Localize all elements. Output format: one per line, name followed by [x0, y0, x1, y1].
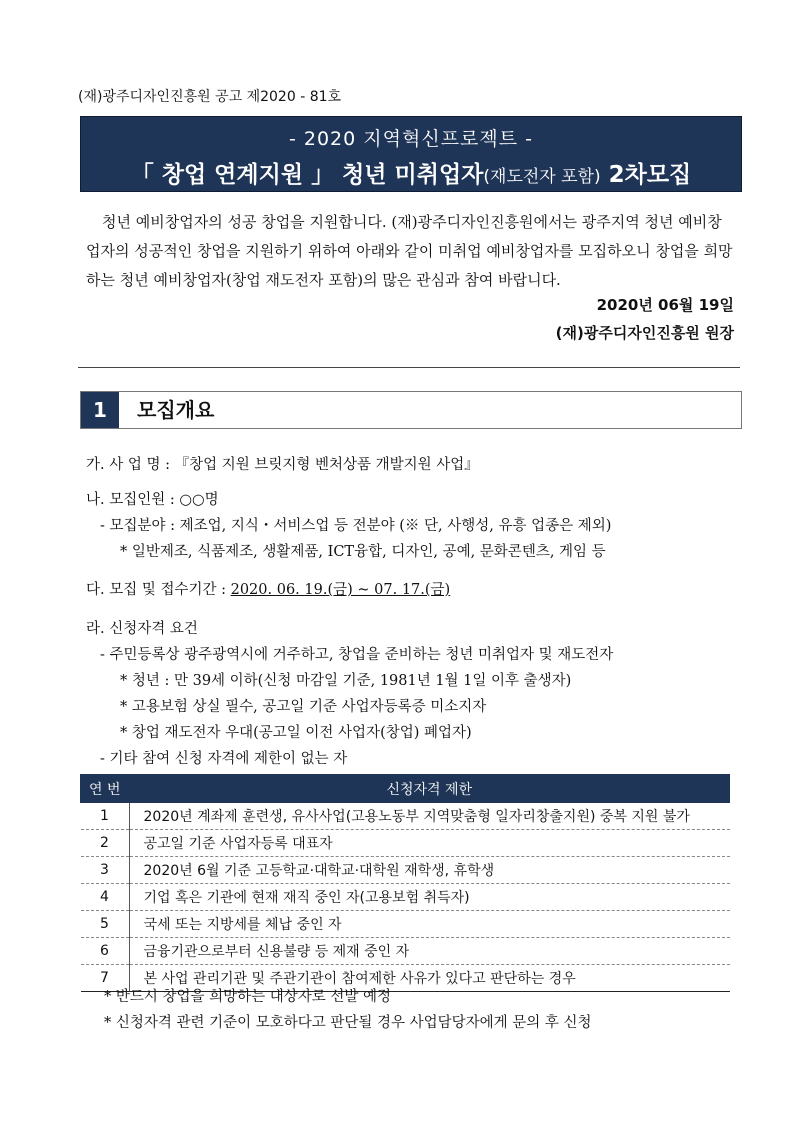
item-eligibility: 라. 신청자격 요건 [86, 621, 198, 637]
table-row [81, 857, 730, 884]
title-main [81, 156, 741, 189]
row-text: 2020년 6월 기준 고등학교·대학교·대학원 재학생, 휴학생 [129, 857, 730, 884]
item-business-name: 가. 사 업 명 : 『창업 지원 브릿지형 벤처상품 개발지원 사업』 [86, 457, 479, 473]
note-inquiry: * 신청자격 관련 기준이 모호하다고 판단될 경우 사업담당자에게 문의 후 신청 [104, 1015, 592, 1031]
row-number: 5 [81, 911, 130, 938]
row-number: 2 [81, 830, 130, 857]
item-period [86, 578, 450, 599]
eligibility-line-1a: * 청년 : 만 39세 이하(신청 마감일 기준, 1981년 1월 1일 이후 출생자) [120, 673, 572, 689]
table-row [81, 830, 730, 857]
section-header [80, 391, 742, 429]
title-banner [80, 116, 742, 192]
intro-paragraph: 청년 예비창업자의 성공 창업을 지원합니다. (재)광주디자인진흥원에서는 광주지역 청년 예비창업자의 성공적인 창업을 지원하기 위하여 아래와 같이 미취업 예비창업자를 모집하오니 창업을 희망하는 청년 예비창업자(창업 재도전자 포함)의 많은 관심과 참여 바랍니다. [86, 213, 733, 289]
eligibility-line-1: - 주민등록상 광주광역시에 거주하고, 창업을 준비하는 청년 미취업자 및 재도전자 [100, 647, 614, 663]
section-title: 모집개요 [137, 398, 215, 422]
row-text: 공고일 기준 사업자등록 대표자 [129, 830, 730, 857]
row-number: 7 [81, 965, 130, 992]
row-number: 1 [81, 803, 130, 830]
period-label: 다. 모집 및 접수기간 : [86, 582, 231, 598]
eligibility-line-1b: * 고용보험 상실 필수, 공고일 기준 사업자등록증 미소지자 [120, 699, 487, 715]
row-number: 4 [81, 884, 130, 911]
row-text: 2020년 계좌제 훈련생, 유사사업(고용노동부 지역맞춤형 일자리창출지원) 중복 지원 불가 [129, 803, 730, 830]
row-text: 금융기관으로부터 신용불량 등 제재 중인 자 [129, 938, 730, 965]
table-header-no: 연 번 [81, 775, 130, 803]
divider [78, 367, 740, 368]
table-row [81, 938, 730, 965]
notice-number: (재)광주디자인진흥원 공고 제2020 - 81호 [78, 89, 342, 105]
title-paren-text: (재도전자 포함) [483, 167, 601, 187]
eligibility-line-1c: * 창업 재도전자 우대(공고일 이전 사업자(창업) 폐업자) [120, 725, 472, 741]
eligibility-restriction-table [80, 774, 730, 992]
item-field: - 모집분야 : 제조업, 지식・서비스업 등 전분야 (※ 단, 사행성, 유흥 업종은 제외) [100, 518, 612, 534]
title-subtitle: - 2020 지역혁신프로젝트 - [288, 128, 534, 150]
signatory: (재)광주디자인진흥원 원장 [555, 324, 734, 342]
title-main-text: 「 창업 연계지원 」 청년 미취업자 [130, 162, 484, 188]
table-header-row [81, 775, 730, 803]
table-row [81, 884, 730, 911]
table-row [81, 803, 730, 830]
note-selection: * 반드시 창업을 희망하는 대상자로 선발 예정 [104, 989, 392, 1005]
row-number: 6 [81, 938, 130, 965]
title-suffix-text: 2차모집 [600, 162, 692, 188]
period-value: 2020. 06. 19.(금) ~ 07. 17.(금) [230, 582, 451, 598]
table-header-restriction: 신청자격 제한 [129, 775, 730, 803]
table-row [81, 911, 730, 938]
row-text: 본 사업 관리기관 및 주관기관이 참여제한 사유가 있다고 판단하는 경우 [129, 965, 730, 992]
section-number: 1 [81, 392, 119, 428]
eligibility-line-2: - 기타 참여 신청 자격에 제한이 없는 자 [100, 751, 348, 767]
row-text: 국세 또는 지방세를 체납 중인 자 [129, 911, 730, 938]
row-number: 3 [81, 857, 130, 884]
row-text: 기업 혹은 기관에 현재 재직 중인 자(고용보험 취득자) [129, 884, 730, 911]
item-field-detail: * 일반제조, 식품제조, 생활제품, ICT융합, 디자인, 공예, 문화콘텐츠, 게임 등 [120, 544, 606, 560]
item-recruit-count: 나. 모집인원 : ○○명 [86, 492, 219, 508]
notice-date: 2020년 06월 19일 [596, 296, 734, 314]
